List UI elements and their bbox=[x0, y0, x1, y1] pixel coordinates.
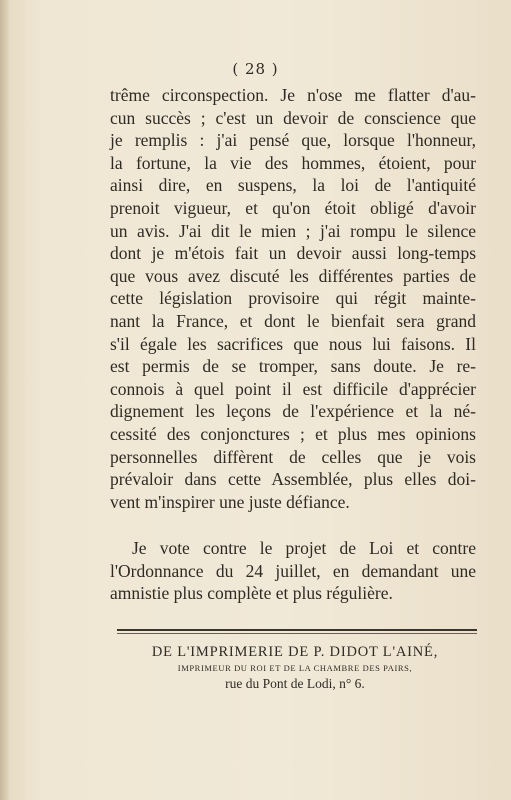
text-line: un avis. J'ai dit le mien ; j'ai rompu le silence bbox=[110, 220, 476, 241]
printer-imprint bbox=[100, 643, 490, 693]
text-line: connois à quel point il est difficile d'apprécier bbox=[110, 378, 476, 399]
separator-rule-thin bbox=[117, 633, 477, 634]
paragraph-2 bbox=[110, 537, 476, 605]
text-line: cessité des conjonctures ; et plus mes opinions bbox=[110, 423, 476, 444]
paragraph-1 bbox=[110, 84, 476, 513]
text-line: s'il égale les sacrifices que nous lui faisons. Il bbox=[110, 333, 476, 354]
text-line: nant la France, et dont le bienfait sera grand bbox=[110, 310, 476, 331]
imprint-printer-title: IMPRIMEUR DU ROI ET DE LA CHAMBRE DES PAIRS, bbox=[177, 663, 413, 673]
text-line: cette législation provisoire qui régit mainte- bbox=[110, 288, 476, 309]
text-line: dont je m'étois fait un devoir aussi long-temps bbox=[110, 243, 476, 264]
text-line: la fortune, la vie des hommes, étoient, pour bbox=[110, 152, 476, 173]
text-line: trême circonspection. Je n'ose me flatter d'au- bbox=[110, 85, 476, 105]
page-number: ( 28 ) bbox=[232, 60, 279, 78]
text-line: vent m'inspirer une juste défiance. bbox=[110, 491, 350, 512]
text-line: je remplis : j'ai pensé que, lorsque l'honneur, bbox=[110, 130, 476, 151]
body-text bbox=[110, 84, 476, 605]
text-line: prévaloir dans cette Assemblée, plus elles doi- bbox=[110, 469, 476, 490]
imprint-printer-name: DE L'IMPRIMERIE DE P. DIDOT L'AINÉ, bbox=[151, 644, 439, 660]
text-line: Je vote contre le projet de Loi et contre bbox=[132, 538, 476, 559]
text-line: l'Ordonnance du 24 juillet, en demandant une bbox=[110, 560, 476, 581]
text-line: que vous avez discuté les différentes parties de bbox=[110, 265, 476, 286]
separator-rule bbox=[117, 629, 477, 631]
text-line: prenoit vigueur, et qu'on étoit obligé d'avoir bbox=[110, 197, 476, 218]
text-line: amnistie plus complète et plus régulière. bbox=[110, 583, 393, 604]
text-line: personnelles diffèrent de celles que je vois bbox=[110, 446, 476, 467]
text-line: est permis de se tromper, sans doute. Je re- bbox=[110, 356, 476, 377]
text-line: dignement les leçons de l'expérience et la né- bbox=[110, 401, 476, 422]
text-line: cun succès ; c'est un devoir de conscience que bbox=[110, 107, 476, 128]
paragraph-gap bbox=[110, 513, 476, 537]
text-line: ainsi dire, en suspens, la loi de l'antiquité bbox=[110, 175, 476, 196]
imprint-address: rue du Pont de Lodi, n° 6. bbox=[225, 676, 365, 691]
